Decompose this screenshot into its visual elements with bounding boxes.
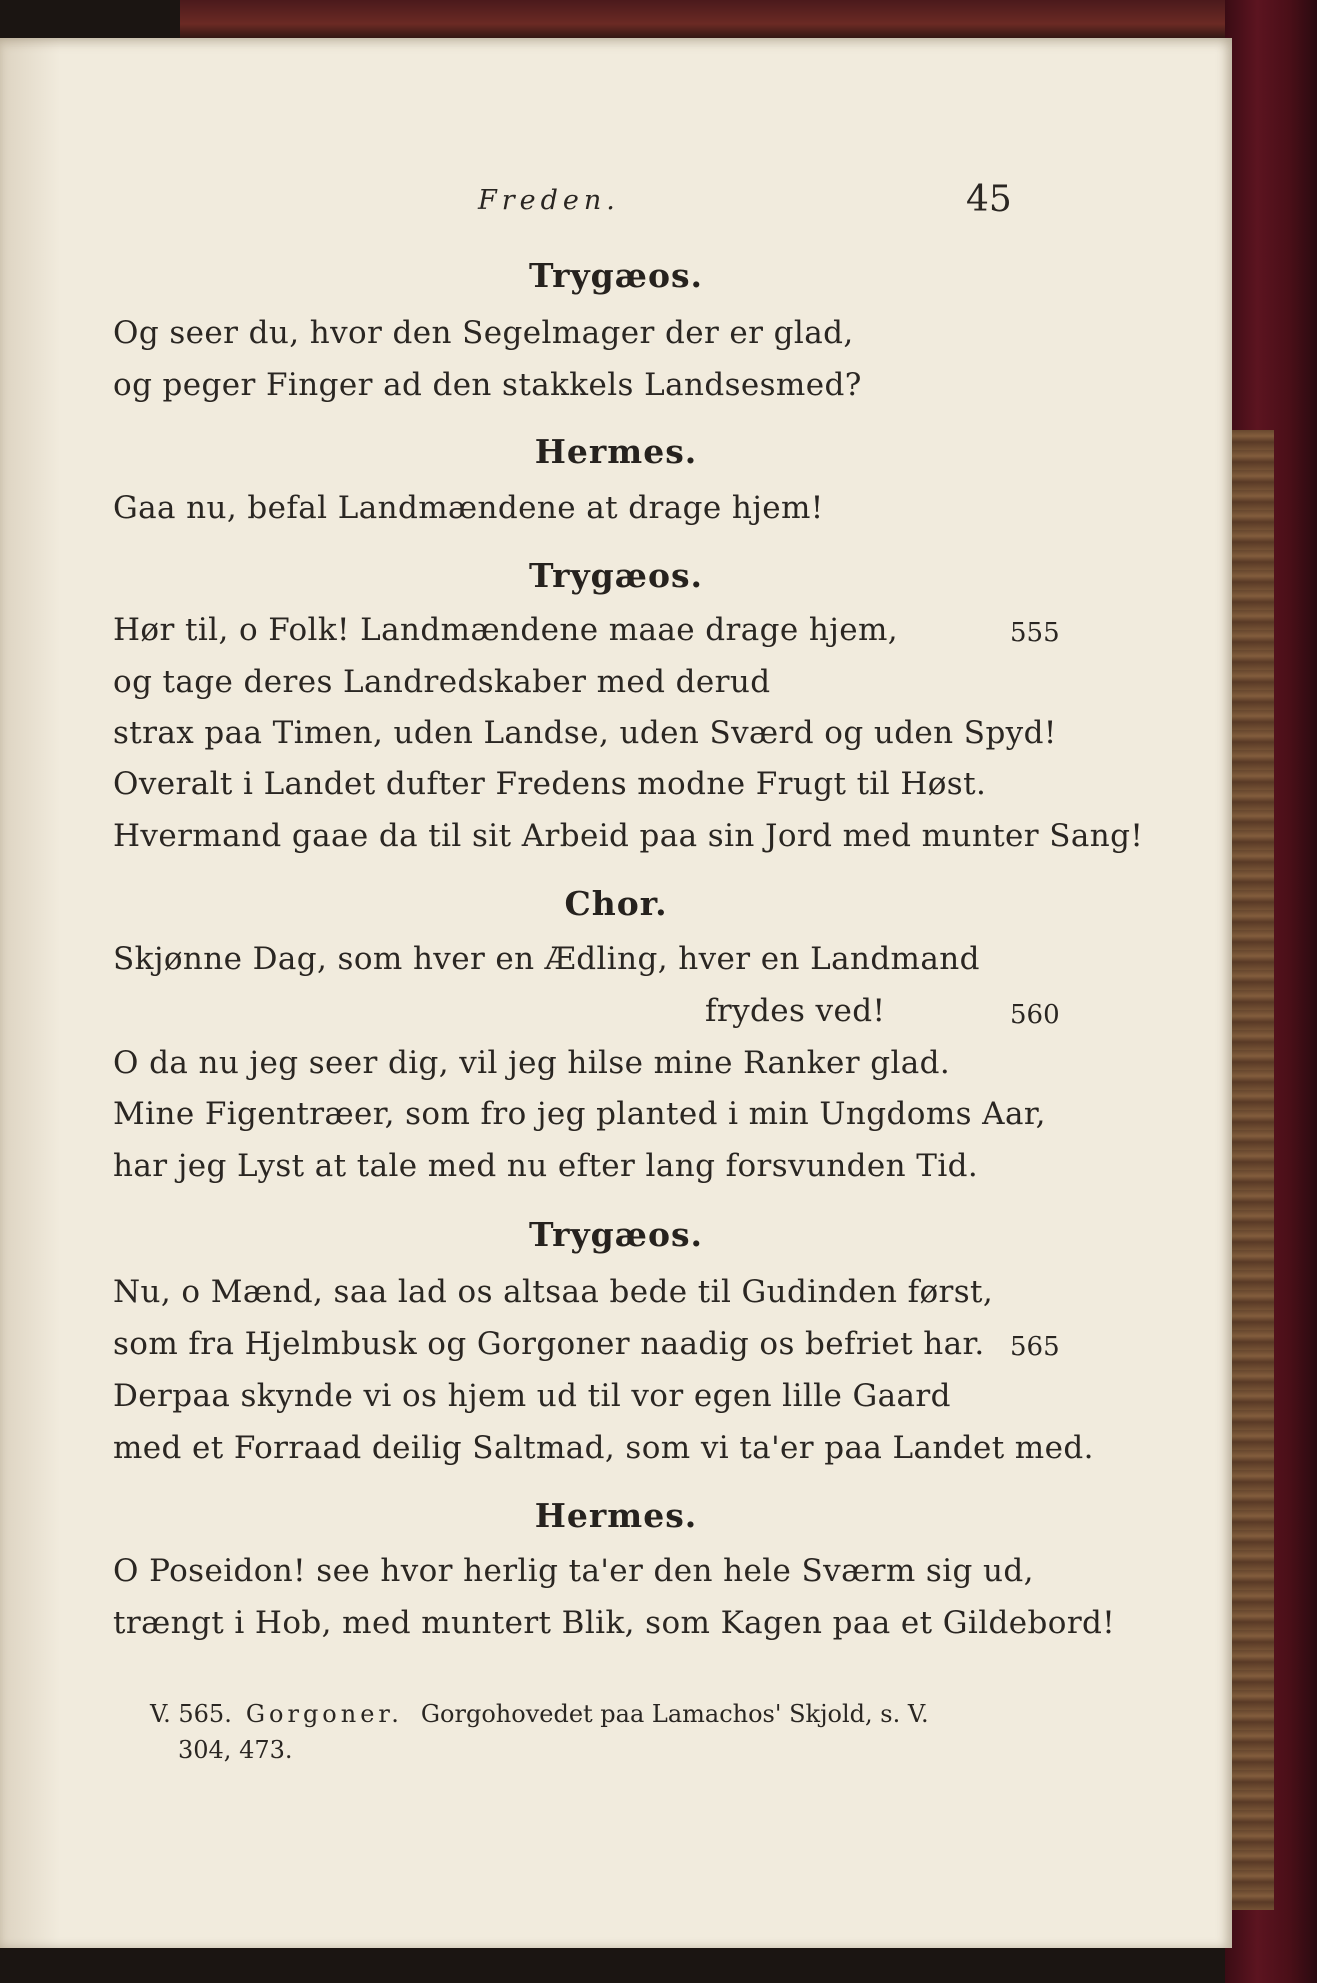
verse-line: Skjønne Dag, som hver en Ædling, hver en Landmand: [113, 941, 980, 977]
book-page: [0, 38, 1232, 1948]
running-title: Freden.: [478, 185, 620, 216]
speaker-heading: Trygæos.: [528, 256, 704, 295]
verse-line: O da nu jeg seer dig, vil jeg hilse mine Ranker glad.: [113, 1045, 951, 1081]
line-number: 565: [1010, 1332, 1060, 1362]
speaker-heading: Hermes.: [534, 432, 698, 471]
gutter-shadow: [0, 38, 60, 1948]
verse-line: Hør til, o Folk! Landmændene maae drage hjem,: [113, 612, 899, 648]
line-number: 560: [1010, 1000, 1060, 1030]
verse-line: og peger Finger ad den stakkels Landsesmed?: [113, 367, 862, 403]
footnote-continuation: 304, 473.: [178, 1736, 293, 1764]
footnote-term: Gorgoner.: [245, 1700, 403, 1728]
verse-line: Derpaa skynde vi os hjem ud til vor egen lille Gaard: [113, 1378, 951, 1414]
verse-line: Mine Figentræer, som fro jeg planted i min Ungdoms Aar,: [113, 1096, 1046, 1132]
verse-line: Gaa nu, befal Landmændene at drage hjem!: [113, 490, 824, 526]
verse-line-continuation: frydes ved!: [705, 993, 886, 1029]
verse-line: og tage deres Landredskaber med derud: [113, 664, 771, 700]
verse-line: Nu, o Mænd, saa lad os altsaa bede til Gudinden først,: [113, 1274, 994, 1310]
verse-line: som fra Hjelmbusk og Gorgoner naadig os befriet har.: [113, 1326, 985, 1362]
speaker-heading: Trygæos.: [528, 1215, 704, 1254]
verse-line: strax paa Timen, uden Landse, uden Sværd og uden Spyd!: [113, 715, 1057, 751]
book-board-edge: [1228, 430, 1274, 1910]
speaker-heading: Hermes.: [534, 1496, 698, 1535]
speaker-heading: Trygæos.: [528, 556, 704, 595]
book-cover-top-edge: [180, 0, 1317, 40]
footnote-reference: V. 565.: [150, 1700, 232, 1728]
verse-line: Overalt i Landet dufter Fredens modne Frugt til Høst.: [113, 766, 987, 802]
verse-line: med et Forraad deilig Saltmad, som vi ta'er paa Landet med.: [113, 1430, 1094, 1466]
verse-line: Hvermand gaae da til sit Arbeid paa sin Jord med munter Sang!: [113, 818, 1144, 854]
page-number: 45: [966, 179, 1012, 220]
footnote: [150, 1700, 929, 1728]
footnote-text: Gorgohovedet paa Lamachos' Skjold, s. V.: [420, 1700, 929, 1728]
running-head: [0, 179, 1232, 235]
verse-line: O Poseidon! see hvor herlig ta'er den hele Sværm sig ud,: [113, 1553, 1034, 1589]
verse-line: Og seer du, hvor den Segelmager der er glad,: [113, 315, 854, 351]
line-number: 555: [1010, 618, 1060, 648]
verse-line: har jeg Lyst at tale med nu efter lang forsvunden Tid.: [113, 1148, 979, 1184]
speaker-heading: Chor.: [564, 884, 668, 923]
verse-line: trængt i Hob, med muntert Blik, som Kagen paa et Gildebord!: [113, 1605, 1116, 1641]
